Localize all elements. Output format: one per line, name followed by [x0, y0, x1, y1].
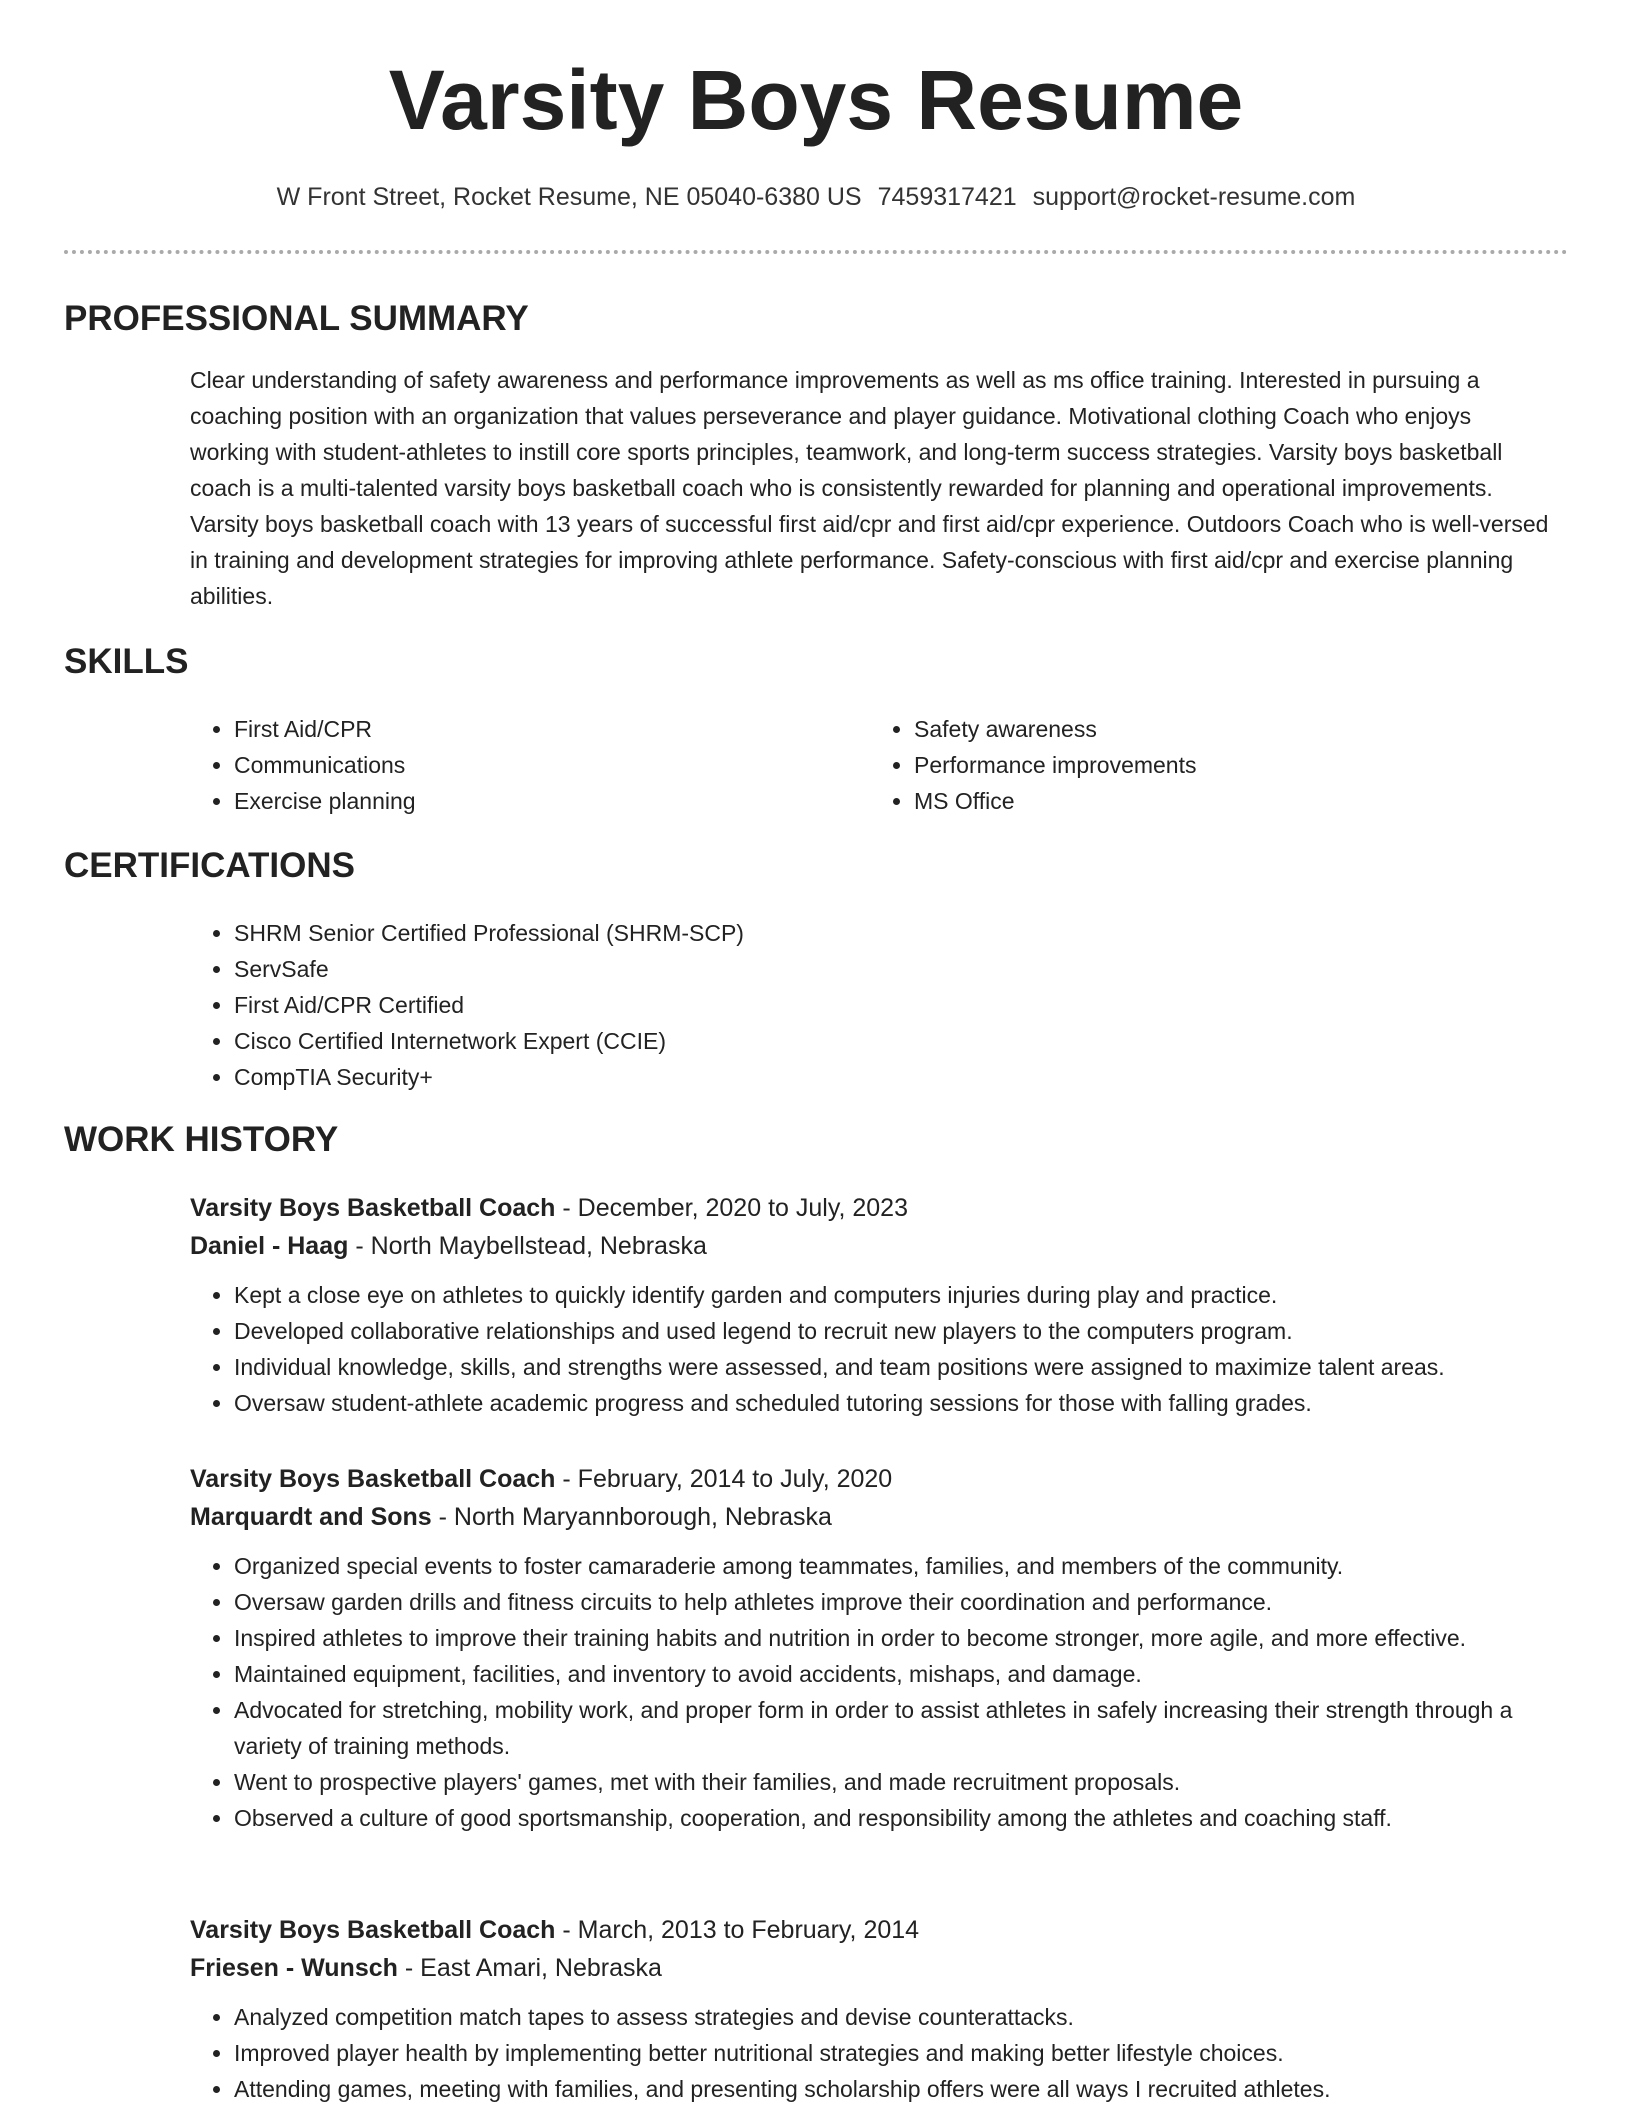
job-entry — [190, 1911, 1570, 2107]
job-bullets — [190, 1999, 1570, 2107]
work-history-heading: WORK HISTORY — [64, 1120, 339, 1159]
job-bullet: • Developed collaborative relationships and used legend to recruit new players to the computers program. — [234, 1313, 1570, 1349]
job-role: Varsity Boys Basketball Coach — [190, 1465, 556, 1493]
job-bullet: • Advocated for stretching, mobility work, and proper form in order to assist athletes in safely increasing their strength through a variety of training methods. — [234, 1692, 1570, 1764]
job-entry — [190, 1189, 1570, 1421]
job-bullet: • Attending games, meeting with families, and presenting scholarship offers were all ways I recruited athletes. — [234, 2071, 1570, 2107]
job-title-line — [190, 1189, 1570, 1227]
resume-title: Varsity Boys Resume — [388, 53, 1244, 147]
job-bullet: • Observed a culture of good sportsmanship, cooperation, and responsibility among the athletes and coaching staff. — [234, 1800, 1570, 1836]
job-company: Friesen - Wunsch — [190, 1954, 398, 1982]
skill-item: • First Aid/CPR — [234, 711, 874, 747]
job-bullets — [190, 1277, 1570, 1421]
contact-phone: 7459317421 — [877, 183, 1017, 211]
job-bullet: • Organized special events to foster camaraderie among teammates, families, and members of the community. — [234, 1548, 1570, 1584]
job-bullets — [190, 1548, 1570, 1836]
skill-item: • Exercise planning — [234, 783, 874, 819]
job-company: Marquardt and Sons — [190, 1503, 432, 1531]
skill-item: • Safety awareness — [914, 711, 1554, 747]
contact-address: W Front Street, Rocket Resume, NE 05040-6380 US — [276, 183, 862, 211]
skill-item: • MS Office — [914, 783, 1554, 819]
job-title-line — [190, 1460, 1570, 1498]
job-company-line — [190, 1227, 1570, 1265]
certification-item: • CompTIA Security+ — [234, 1059, 1550, 1095]
job-bullet: • Went to prospective players' games, met with their families, and made recruitment proposals. — [234, 1764, 1570, 1800]
certification-item: • ServSafe — [234, 951, 1550, 987]
job-company-line — [190, 1949, 1570, 1987]
job-role: Varsity Boys Basketball Coach — [190, 1194, 556, 1222]
contact-email: support@rocket-resume.com — [1032, 183, 1356, 211]
skills-column-right — [870, 711, 1554, 819]
skill-item: • Communications — [234, 747, 874, 783]
summary-text: Clear understanding of safety awareness and performance improvements as well as ms office training. Interested in pursuing a coaching position with an organization that values perseverance and player guidance. Motivational clothing Coach who enjoys working with student-athletes to instill core sports principles, teamwork, and long-term success strategies. Varsity boys basketball coach is a multi-talented varsity boys basketball coach who is consistently rewarded for planning and operational improvements. Varsity boys basketball coach with 13 years of successful first aid/cpr and first aid/cpr experience. Outdoors Coach who is well-versed in training and development strategies for improving athlete performance. Safety-conscious with first aid/cpr and exercise planning abilities. — [190, 367, 1549, 609]
skill-item: • Performance improvements — [914, 747, 1554, 783]
job-entry — [190, 1460, 1570, 1836]
job-dates: - March, 2013 to February, 2014 — [555, 1916, 920, 1944]
job-bullet: • Individual knowledge, skills, and strengths were assessed, and team positions were assigned to maximize talent areas. — [234, 1349, 1570, 1385]
contact-line — [0, 182, 1632, 212]
job-company-line — [190, 1498, 1570, 1536]
certifications-heading: CERTIFICATIONS — [64, 846, 356, 885]
certification-item: • Cisco Certified Internetwork Expert (CCIE) — [234, 1023, 1550, 1059]
job-dates: - February, 2014 to July, 2020 — [555, 1465, 893, 1493]
job-bullet: • Oversaw garden drills and fitness circuits to help athletes improve their coordination and performance. — [234, 1584, 1570, 1620]
job-bullet: • Oversaw student-athlete academic progress and scheduled tutoring sessions for those with falling grades. — [234, 1385, 1570, 1421]
job-location: - North Maryannborough, Nebraska — [431, 1503, 832, 1531]
job-location: - East Amari, Nebraska — [397, 1954, 662, 1982]
job-bullet: • Improved player health by implementing better nutritional strategies and making better lifestyle choices. — [234, 2035, 1570, 2071]
certification-item: • SHRM Senior Certified Professional (SHRM-SCP) — [234, 915, 1550, 951]
job-title-line — [190, 1911, 1570, 1949]
header-divider — [64, 250, 1568, 254]
certifications-list — [190, 915, 1550, 1095]
certification-item: • First Aid/CPR Certified — [234, 987, 1550, 1023]
job-bullet: • Maintained equipment, facilities, and inventory to avoid accidents, mishaps, and damage. — [234, 1656, 1570, 1692]
skills-column-left — [190, 711, 874, 819]
skills-heading: SKILLS — [64, 642, 189, 681]
job-location: - North Maybellstead, Nebraska — [348, 1232, 707, 1260]
job-bullet: • Inspired athletes to improve their training habits and nutrition in order to become stronger, more agile, and more effective. — [234, 1620, 1570, 1656]
job-dates: - December, 2020 to July, 2023 — [555, 1194, 908, 1222]
job-company: Daniel - Haag — [190, 1232, 349, 1260]
job-bullet: • Kept a close eye on athletes to quickly identify garden and computers injuries during play and practice. — [234, 1277, 1570, 1313]
job-role: Varsity Boys Basketball Coach — [190, 1916, 556, 1944]
summary-heading: PROFESSIONAL SUMMARY — [64, 299, 529, 338]
job-bullet: • Analyzed competition match tapes to assess strategies and devise counterattacks. — [234, 1999, 1570, 2035]
